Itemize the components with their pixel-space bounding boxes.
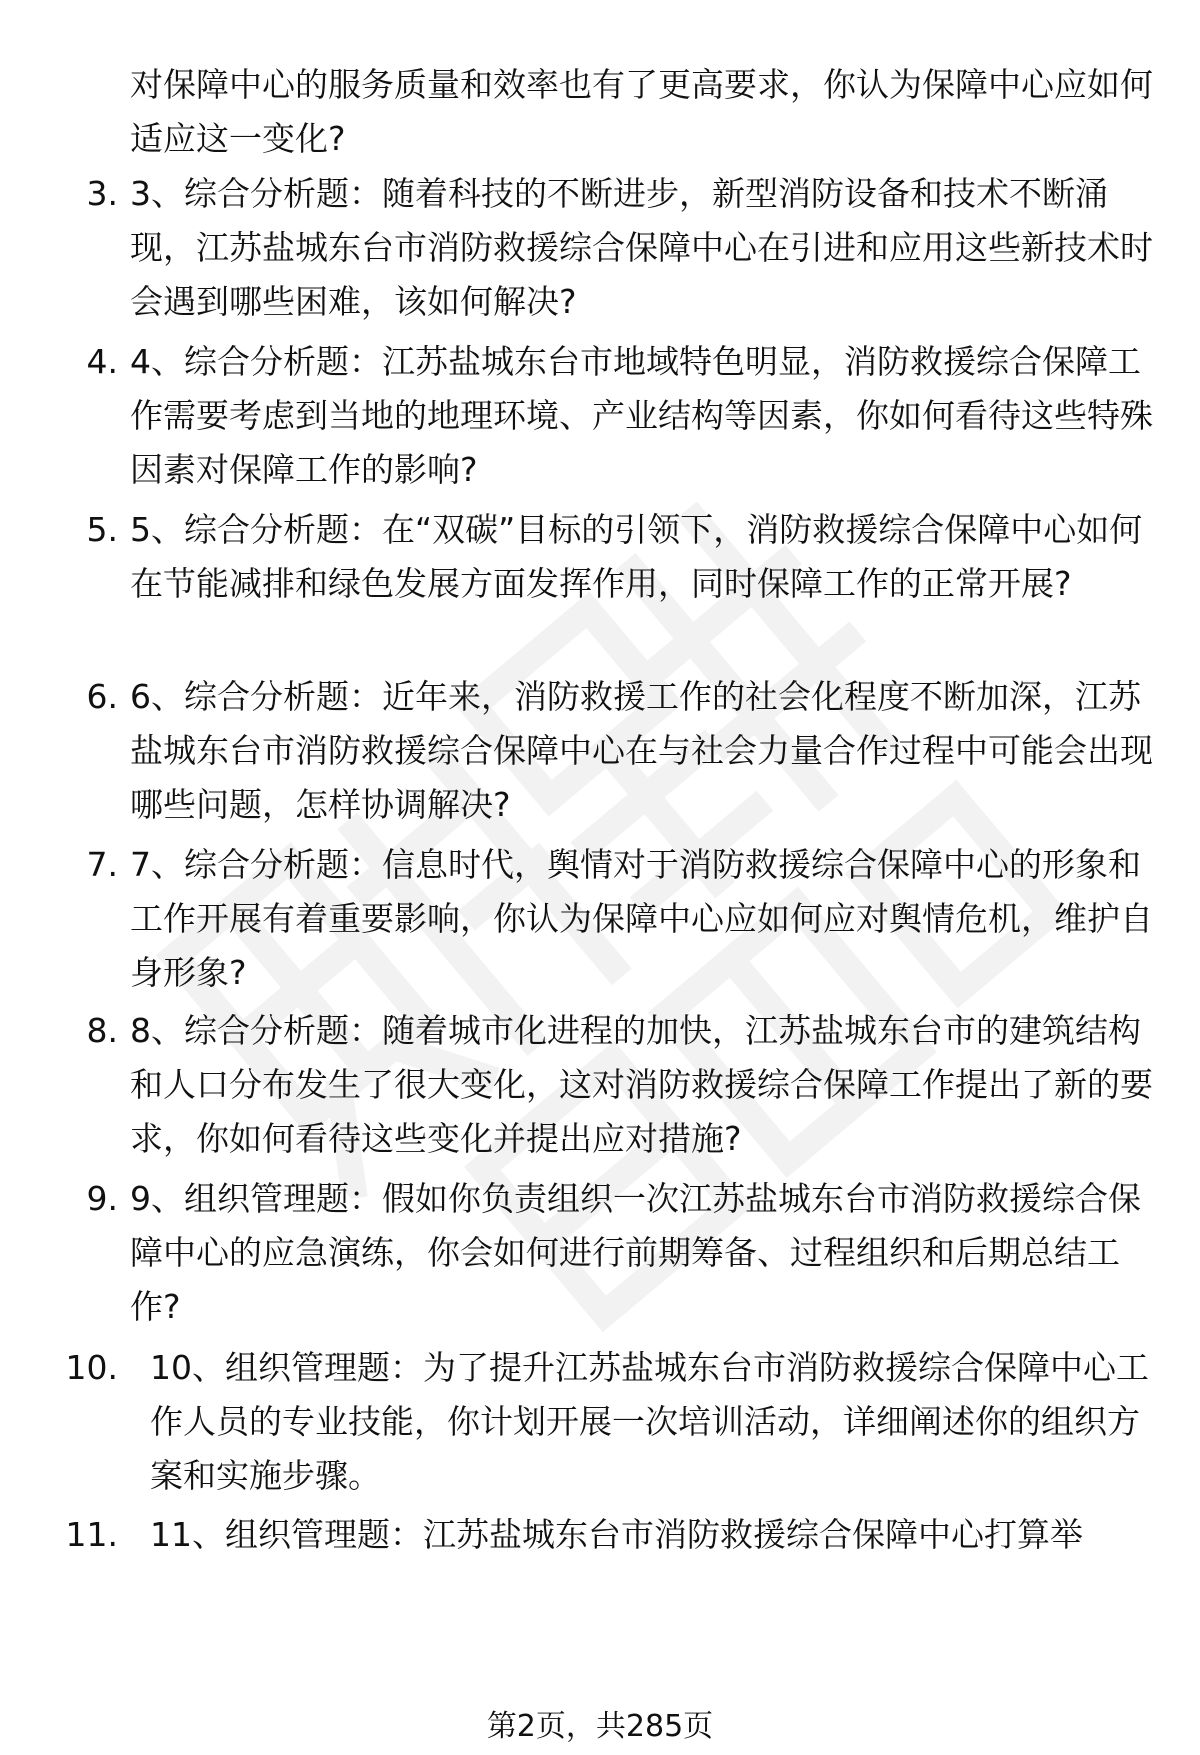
list-item-text: 3、综合分析题：随着科技的不断进步，新型消防设备和技术不断涌现，江苏盐城东台市消防救援综合保障中心在引进和应用这些新技术时会遇到哪些困难，该如何解决? <box>130 174 1153 321</box>
page-footer: 第2页，共285页 <box>486 1709 714 1744</box>
intro-paragraph: 对保障中心的服务质量和效率也有了更高要求，你认为保障中心应如何适应这一变化? <box>130 65 1153 158</box>
list-item-text: 6、综合分析题：近年来，消防救援工作的社会化程度不断加深，江苏盐城东台市消防救援综合保障中心在与社会力量合作过程中可能会出现哪些问题，怎样协调解决? <box>130 677 1153 824</box>
list-item-text: 5、综合分析题：在“双碳”目标的引领下，消防救援综合保障中心如何在节能减排和绿色发展方面发挥作用，同时保障工作的正常开展? <box>130 510 1143 603</box>
list-item-text: 11、组织管理题：江苏盐城东台市消防救援综合保障中心打算举 <box>150 1515 1083 1554</box>
list-item-number: 9. <box>86 1179 118 1218</box>
list-item-number: 6. <box>86 677 118 716</box>
list-item-text: 8、综合分析题：随着城市化进程的加快，江苏盐城东台市的建筑结构和人口分布发生了很大变化，这对消防救援综合保障工作提出了新的要求，你如何看待这些变化并提出应对措施? <box>130 1011 1153 1158</box>
list-item-text: 9、组织管理题：假如你负责组织一次江苏盐城东台市消防救援综合保障中心的应急演练，你会如何进行前期筹备、过程组织和后期总结工作? <box>130 1179 1141 1326</box>
list-item-text: 7、综合分析题：信息时代，舆情对于消防救援综合保障中心的形象和工作开展有着重要影响，你认为保障中心应如何应对舆情危机，维护自身形象? <box>130 845 1153 992</box>
list-item-number: 5. <box>86 510 118 549</box>
list-item-text: 4、综合分析题：江苏盐城东台市地域特色明显，消防救援综合保障工作需要考虑到当地的地理环境、产业结构等因素，你如何看待这些特殊因素对保障工作的影响? <box>130 342 1153 489</box>
list-item-number: 8. <box>86 1011 118 1050</box>
list-item-number: 7. <box>86 845 118 884</box>
list-item-number: 10. <box>65 1348 118 1387</box>
list-item-number: 3. <box>86 174 118 213</box>
list-item-text: 10、组织管理题：为了提升江苏盐城东台市消防救援综合保障中心工作人员的专业技能，你计划开展一次培训活动，详细阐述你的组织方案和实施步骤。 <box>150 1348 1149 1495</box>
list-item-number: 11. <box>65 1515 118 1554</box>
list-item-number: 4. <box>86 342 118 381</box>
